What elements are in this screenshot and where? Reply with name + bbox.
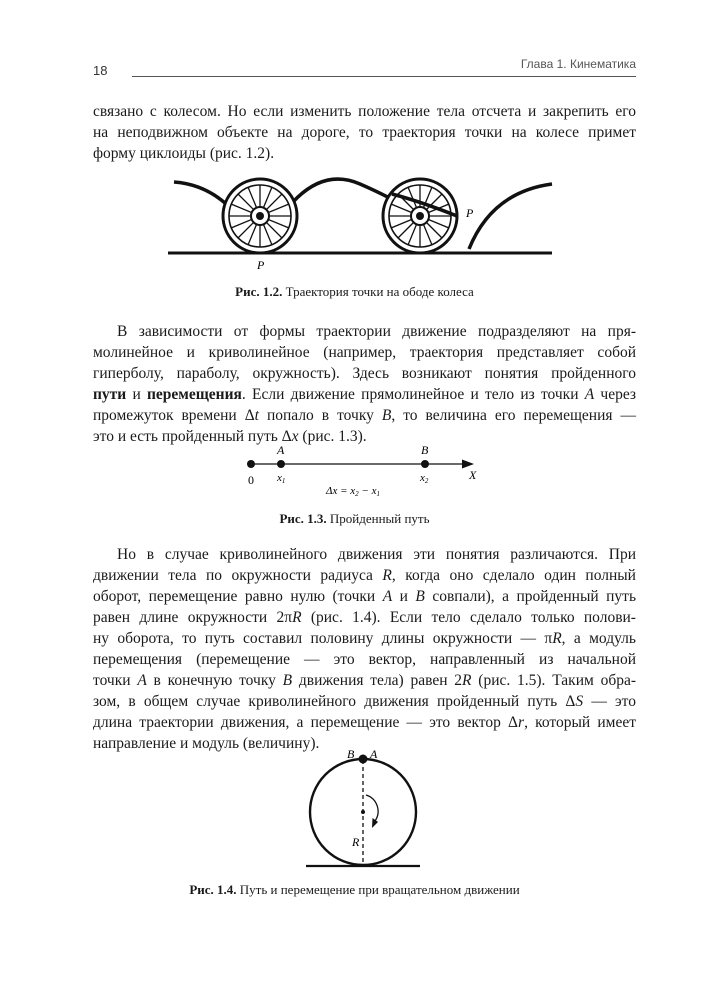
text-line — [93, 405, 636, 426]
text-span: , который имеет — [524, 714, 636, 731]
point-a-label: A — [370, 747, 378, 761]
math-var: r — [518, 714, 525, 731]
point-b-label: B — [347, 747, 355, 761]
text-span: попало в точку — [258, 407, 382, 424]
text-span: , а модуль — [561, 630, 636, 647]
text-line: перемещения (перемещение — это вектор, направленный из начальной — [93, 651, 636, 668]
point-p-label: P — [466, 206, 474, 220]
text-line: форму циклоиды (рис. 1.2). — [93, 145, 275, 162]
header-rule — [132, 76, 636, 77]
radius-label: R — [352, 835, 360, 849]
wheel-2 — [383, 179, 457, 253]
math-var: R — [552, 630, 562, 647]
point-a-b — [359, 755, 368, 764]
math-var: B — [415, 588, 425, 605]
paragraph-2 — [93, 321, 636, 447]
text-line — [93, 607, 636, 628]
text-line: гиперболу, параболу, окружность). Здесь возникают понятия пройденного — [93, 365, 636, 382]
math-var: A — [137, 672, 147, 689]
text-span: и — [392, 588, 416, 605]
origin-point — [247, 460, 255, 468]
text-line — [93, 712, 636, 733]
text-span: промежуток времени Δ — [93, 407, 255, 424]
text-line: Но в случае криволинейного движения эти понятия различаются. При — [117, 546, 636, 563]
math-var: B — [381, 407, 392, 424]
math-var: x — [291, 428, 299, 445]
text-span: (рис. 1.5). Таким обра- — [471, 672, 636, 689]
math-var: t — [254, 407, 259, 424]
caption-text: Траектория точки на ободе колеса — [282, 284, 474, 299]
text-span: и — [126, 386, 147, 403]
caption-text: Пройденный путь — [326, 511, 430, 526]
term-displacement: перемещения — [146, 386, 242, 403]
circle-center — [361, 810, 365, 814]
text-span: это и есть пройденный путь Δ — [93, 428, 292, 445]
point-b-label: B — [421, 443, 429, 457]
math-var: B — [282, 672, 293, 689]
point-a-label: A — [277, 443, 285, 457]
delta-x-formula: Δx = x2 − x1 — [326, 485, 380, 498]
text-line — [93, 384, 636, 405]
text-line — [93, 586, 636, 607]
text-span: (рис. 1.3). — [298, 428, 367, 445]
caption-text: Путь и перемещение при вращательном движении — [236, 882, 520, 897]
running-head: Глава 1. Кинематика — [520, 57, 636, 71]
math-var: R — [382, 567, 392, 584]
text-line: на неподвижном объекте на дороге, то траектория точки на колесе примет — [93, 124, 636, 141]
text-span: оборот, перемещение равно нулю (точки — [93, 588, 383, 605]
figure-caption — [0, 511, 709, 527]
paragraph-3 — [93, 544, 636, 754]
math-var: A — [584, 386, 595, 403]
text-span: ну оборота, то путь составил половину длины окружности — π — [93, 630, 553, 647]
rotation-arrow-icon — [372, 818, 378, 828]
text-span: длина траектории движения, а перемещение — это вектор Δ — [93, 714, 519, 731]
x2-label: x2 — [420, 472, 429, 485]
figure-cycloid — [160, 172, 560, 278]
point-p-label: P — [257, 258, 265, 272]
rotation-arc — [366, 795, 378, 821]
paragraph-1 — [93, 101, 636, 164]
point-b — [421, 460, 429, 468]
math-var: R — [462, 672, 472, 689]
math-var: S — [575, 693, 584, 710]
text-span: (рис. 1.4). Если тело сделало только полови- — [301, 609, 636, 626]
caption-number: Рис. 1.3. — [279, 511, 327, 526]
text-line — [93, 628, 636, 649]
text-span: движении тела по окружности радиуса — [93, 567, 383, 584]
text-line: В зависимости от формы траектории движение подразделяют на пря- — [117, 323, 636, 340]
math-var: R — [292, 609, 302, 626]
text-line — [93, 691, 636, 712]
text-line: связано с колесом. Но если изменить положение тела отсчета и закрепить его — [93, 103, 636, 120]
caption-number: Рис. 1.2. — [235, 284, 283, 299]
point-a — [277, 460, 285, 468]
text-line: молинейное и криволинейное (например, траектория представляет собой — [93, 344, 636, 361]
text-span: , когда оно сделало один полный — [391, 567, 636, 584]
caption-number: Рис. 1.4. — [189, 882, 237, 897]
page-number: 18 — [93, 63, 108, 78]
x1-label: x1 — [277, 472, 286, 485]
text-span: равен длине окружности 2π — [93, 609, 293, 626]
figure-circle-motion — [298, 742, 428, 874]
figure-caption — [0, 882, 709, 898]
text-line — [93, 670, 636, 691]
cycloid-arc — [469, 184, 552, 249]
text-line: направление и модуль (величину). — [93, 735, 320, 752]
text-span: точки — [93, 672, 138, 689]
axis-label: X — [469, 468, 477, 482]
text-span: зом, в общем случае криволинейного движения пройденный путь Δ — [93, 693, 576, 710]
figure-caption — [0, 284, 709, 300]
text-span: — это — [583, 693, 636, 710]
text-span: . Если движение прямолинейное и тело из точки — [241, 386, 585, 403]
math-var: A — [382, 588, 393, 605]
wheel-1 — [223, 179, 297, 253]
origin-label: 0 — [248, 473, 254, 487]
text-span: в конечную точку — [146, 672, 283, 689]
text-span: движения тела) равен 2 — [292, 672, 463, 689]
text-span: , то величина его перемещения — — [391, 407, 636, 424]
figure-path-axis — [236, 440, 486, 500]
text-span: совпали), а пройденный путь — [424, 588, 637, 605]
term-path: пути — [93, 386, 127, 403]
text-span: через — [594, 386, 637, 403]
text-line — [93, 565, 636, 586]
